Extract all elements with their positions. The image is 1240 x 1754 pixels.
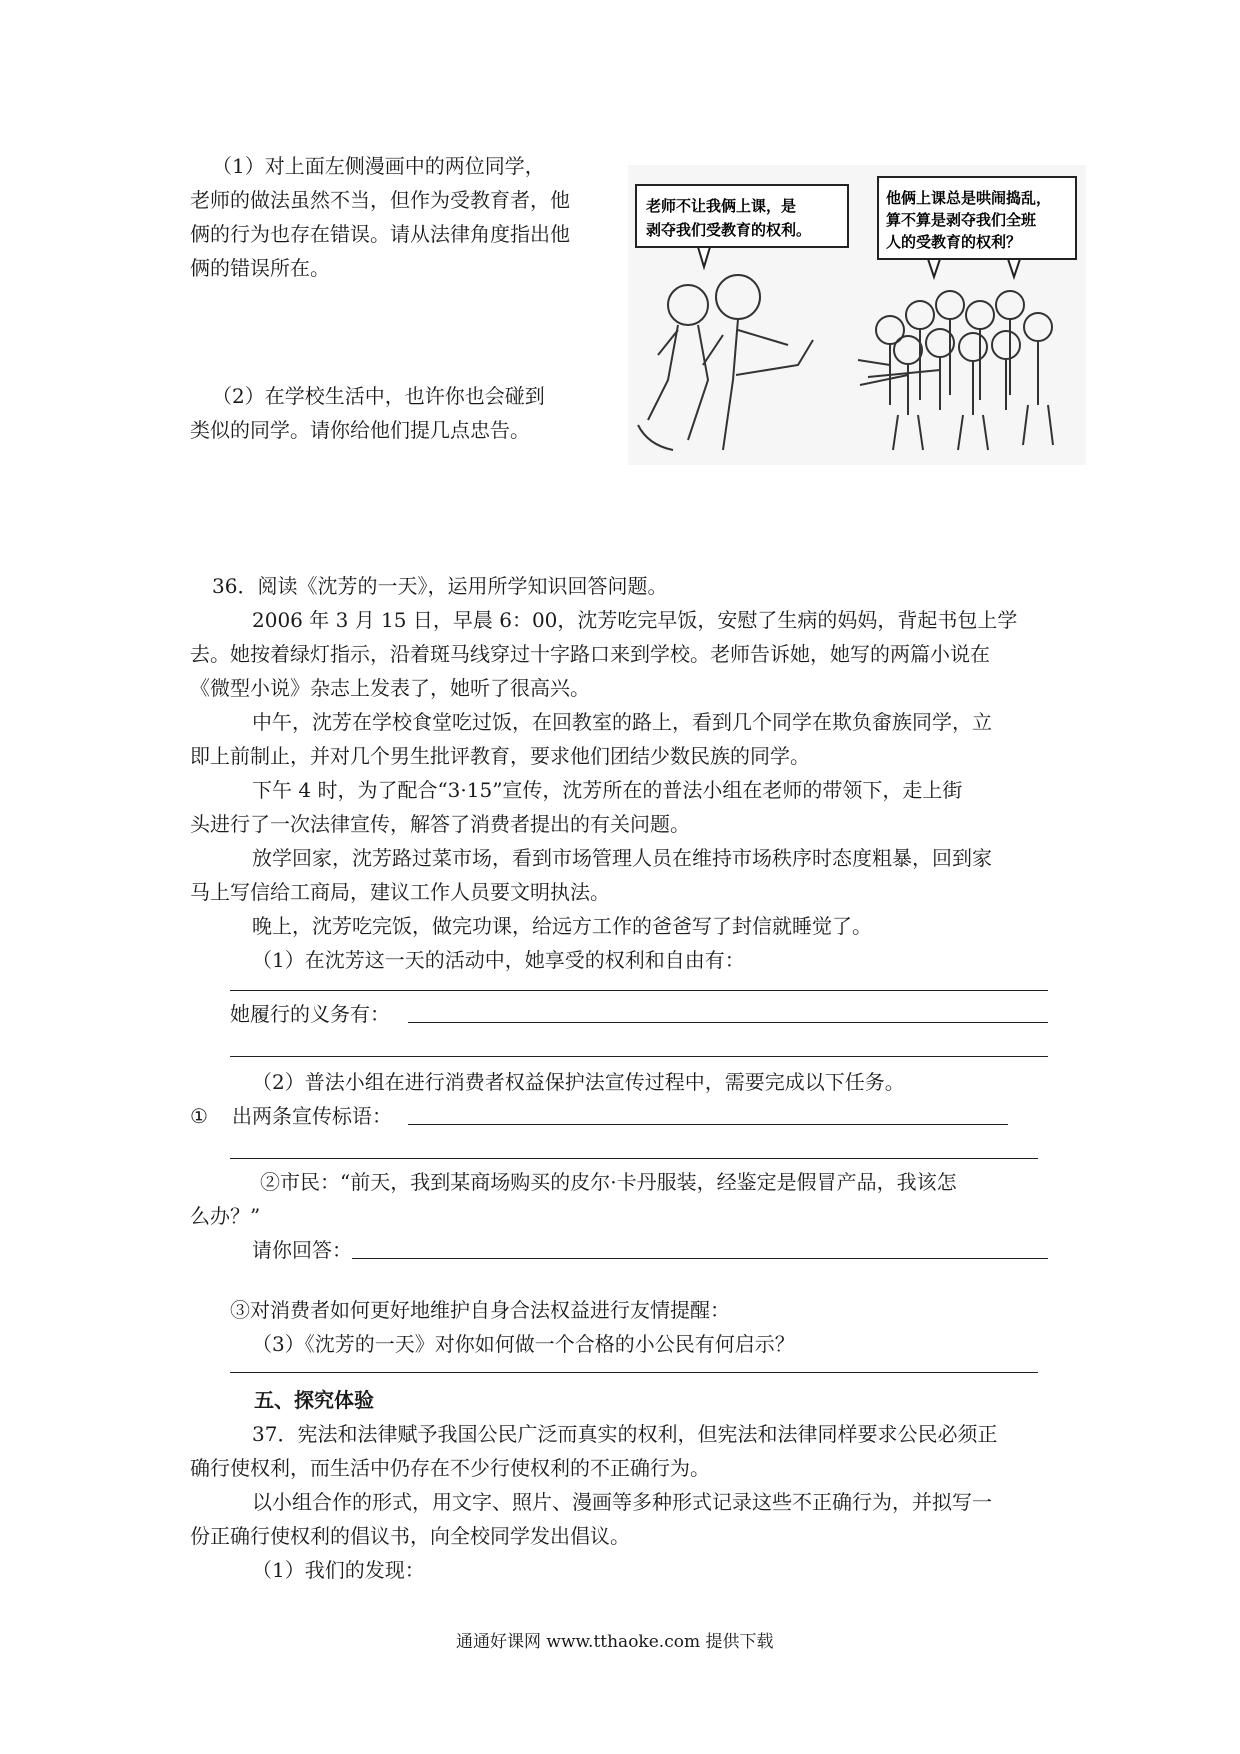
- q37-line1: 37．宪法和法律赋予我国公民广泛而真实的权利，但宪法和法律同样要求公民必须正: [252, 1422, 998, 1446]
- q36-item1: 出两条宣传标语：: [232, 1104, 392, 1128]
- answer-line-rights[interactable]: [230, 990, 1048, 991]
- q36-sub1b: 她履行的义务有：: [230, 1002, 390, 1026]
- q37b-line2: 份正确行使权利的倡议书，向全校同学发出倡议。: [190, 1524, 630, 1548]
- right-bubble-line1: 他俩上课总是哄闹捣乱，: [886, 189, 1052, 207]
- answer-line-duties[interactable]: [408, 1022, 1048, 1023]
- answer-line-slogan-2[interactable]: [230, 1158, 1038, 1159]
- q37b-line1: 以小组合作的形式，用文字、照片、漫画等多种形式记录这些不正确行为，并拟写一: [252, 1490, 992, 1514]
- q36-para4-line2: 马上写信给工商局，建议工作人员要文明执法。: [190, 880, 610, 904]
- page-footer: 通通好课网 www.tthaoke.com 提供下载: [456, 1632, 774, 1652]
- q36-para2-line2: 即上前制止，并对几个男生批评教育，要求他们团结少数民族的同学。: [190, 744, 810, 768]
- q36-para1-line1: 2006 年 3 月 15 日，早晨 6：00，沈芳吃完早饭，安慰了生病的妈妈，背起书包上学: [252, 608, 1018, 632]
- q35-p1-line4: 俩的错误所在。: [190, 256, 330, 280]
- q37-line2: 确行使权利，而生活中仍存在不少行使权利的不正确行为。: [190, 1456, 710, 1480]
- q36-para3-line1: 下午 4 时，为了配合“3·15”宣传，沈芳所在的普法小组在老师的带领下，走上街: [252, 778, 963, 802]
- q36-para1-line3: 《微型小说》杂志上发表了，她听了很高兴。: [190, 676, 590, 700]
- q36-item2-answer: 请你回答：: [252, 1238, 352, 1262]
- q36-sub2: （2）普法小组在进行消费者权益保护法宣传过程中，需要完成以下任务。: [252, 1070, 905, 1094]
- answer-line-reply[interactable]: [352, 1258, 1048, 1259]
- section5-heading: 五、探究体验: [254, 1388, 374, 1412]
- q36-sub3: （3）《沈芳的一天》对你如何做一个合格的小公民有何启示？: [252, 1332, 795, 1356]
- q36-item2-line1: ②市民：“前天，我到某商场购买的皮尔·卡丹服装，经鉴定是假冒产品，我该怎: [260, 1170, 957, 1194]
- q36-title: 36．阅读《沈芳的一天》，运用所学知识回答问题。: [212, 574, 668, 598]
- q36-para5: 晚上，沈芳吃完饭，做完功课，给远方工作的爸爸写了封信就睡觉了。: [252, 914, 872, 938]
- q35-p2-line2: 类似的同学。请你给他们提几点忠告。: [190, 418, 530, 442]
- q36-item1-num: ①: [190, 1104, 208, 1128]
- q36-item2-line2: 么办？”: [190, 1204, 261, 1228]
- q35-p2-line1: （2）在学校生活中，也许你也会碰到: [212, 384, 545, 408]
- q36-para2-line1: 中午，沈芳在学校食堂吃过饭，在回教室的路上，看到几个同学在欺负畲族同学，立: [252, 710, 992, 734]
- q35-p1-line2: 老师的做法虽然不当，但作为受教育者，他: [190, 188, 570, 212]
- cartoon-illustration: [628, 165, 1086, 465]
- q36-sub1: （1）在沈芳这一天的活动中，她享受的权利和自由有：: [252, 948, 745, 972]
- q36-para4-line1: 放学回家，沈芳路过菜市场，看到市场管理人员在维持市场秩序时态度粗暴，回到家: [252, 846, 992, 870]
- left-bubble-line2: 剥夺我们受教育的权利。: [646, 221, 812, 239]
- q37c: （1）我们的发现：: [252, 1558, 425, 1582]
- answer-line-duties-2[interactable]: [230, 1056, 1048, 1057]
- left-bubble-line1: 老师不让我俩上课，是: [646, 197, 797, 215]
- q35-p1-line3: 俩的行为也存在错误。请从法律角度指出他: [190, 222, 570, 246]
- answer-line-enlightenment[interactable]: [230, 1372, 1038, 1373]
- q36-para1-line2: 去。她按着绿灯指示，沿着斑马线穿过十字路口来到学校。老师告诉她，她写的两篇小说在: [190, 642, 990, 666]
- right-bubble-line2: 算不算是剥夺我们全班: [886, 211, 1037, 229]
- right-bubble-line3: 人的受教育的权利？: [886, 233, 1022, 251]
- q36-item3: ③对消费者如何更好地维护自身合法权益进行友情提醒：: [230, 1298, 730, 1322]
- answer-line-slogan-1[interactable]: [408, 1124, 1008, 1125]
- q35-p1-line1: （1）对上面左侧漫画中的两位同学，: [212, 154, 545, 178]
- q36-para3-line2: 头进行了一次法律宣传，解答了消费者提出的有关问题。: [190, 812, 690, 836]
